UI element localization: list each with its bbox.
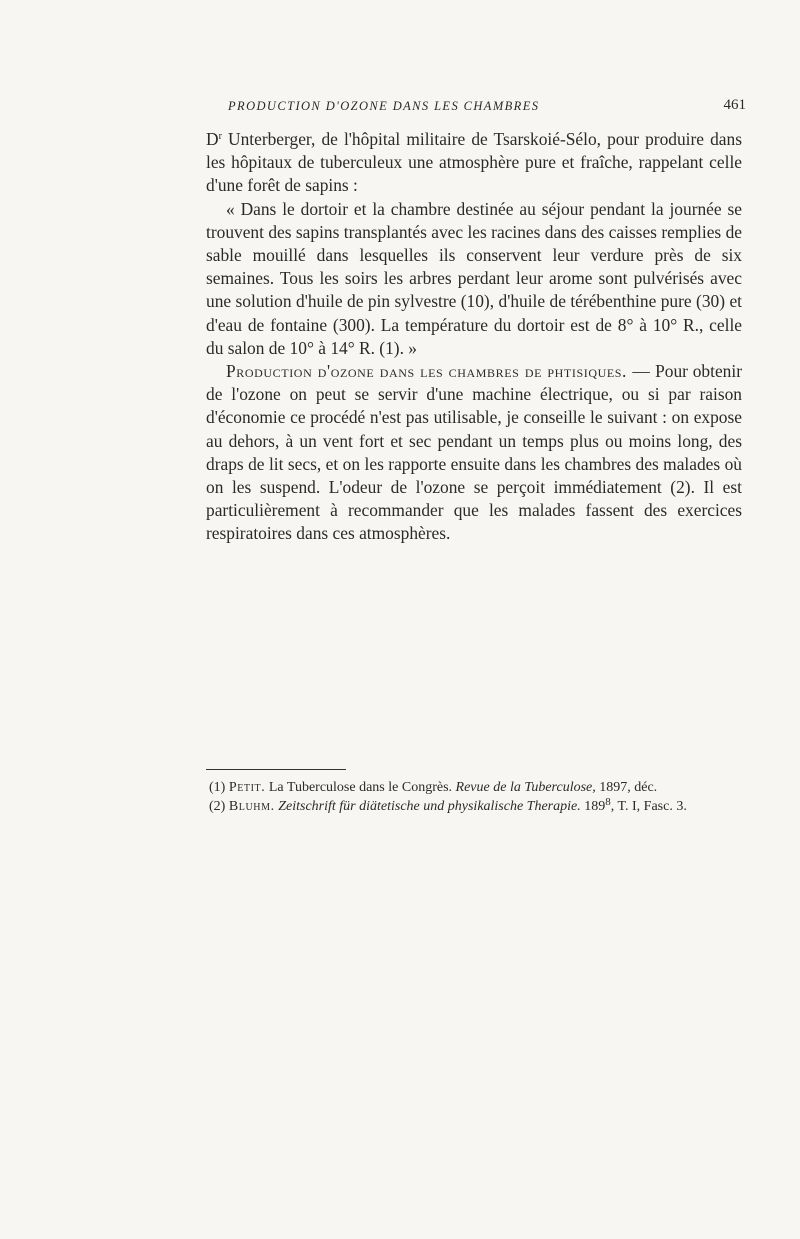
footnote-author: Bluhm. [228,799,275,814]
dr-abbrev: D [206,129,219,149]
footnote-date: 1897, déc. [595,780,658,795]
section-heading: Production d'ozone dans les chambres de phtisiques. — [226,361,651,382]
footnotes [206,778,742,816]
page-number: 461 [723,97,746,113]
paragraph-1-text: Unterberger, de l'hôpital militaire de Tsarskoié-Sélo, pour produire dans les hôpitaux de tuberculeux une atmosphère pure et fraîche, rappelant celle d'une forêt de sapins : [206,129,742,196]
footnote-2 [206,797,742,816]
paragraph-3-text: Pour obtenir de l'ozone on peut se servir d'une machine électrique, ou si par raison d'économie ce procédé n'est pas utilisable, je conseille le suivant : on expose au dehors, à un vent fort et sec pendant un temps plus ou moins long, des draps de lit secs, et on les rapporte ensuite dans les chambres des malades où on les suspend. L'odeur de l'ozone se perçoit immédiatement (2). Il est particulièrement à recommander que les malades fassent des exercices respiratoires dans ces atmosphères. [206,361,742,544]
paragraph-2 [206,198,742,360]
footnote-year-superscript: 8 [605,796,611,808]
footnote-number: (1) [209,780,226,795]
footnote-text: La Tuberculose dans le Congrès. [265,780,456,795]
footnote-volume: , T. I, Fasc. 3. [610,799,687,814]
footnote-1 [206,778,742,797]
paragraph-2-text: « Dans le dortoir et la chambre destinée au séjour pendant la journée se trouvent des sapins transplantés avec les racines dans des caisses remplies de sable mouillé dans lesquelles ils conservent leur verdure près de six semaines. Tous les soirs les arbres perdant leur arome sont pulvérisés avec une solution d'huile de pin sylvestre (10), d'huile de térébenthine pure (30) et d'eau de fontaine (300). La température du dortoir est de 8° à 10° R., celle du salon de 10° à 14° R. (1). » [206,198,742,358]
paragraph-3 [206,360,742,546]
running-title: PRODUCTION D'OZONE DANS LES CHAMBRES [228,99,540,113]
main-text [206,128,742,546]
footnote-author: Petit. [228,780,266,795]
running-header [228,97,746,121]
footnote-journal: Zeitschrift für diätetische und physikalische Therapie. [278,799,581,814]
footnote-number: (2) [209,799,226,814]
dr-superscript: r [218,131,222,142]
footnote-journal: Revue de la Tuberculose, [455,780,596,795]
paragraph-1 [206,128,742,198]
footnote-year: 189 [580,799,606,814]
footnote-rule [206,769,346,770]
